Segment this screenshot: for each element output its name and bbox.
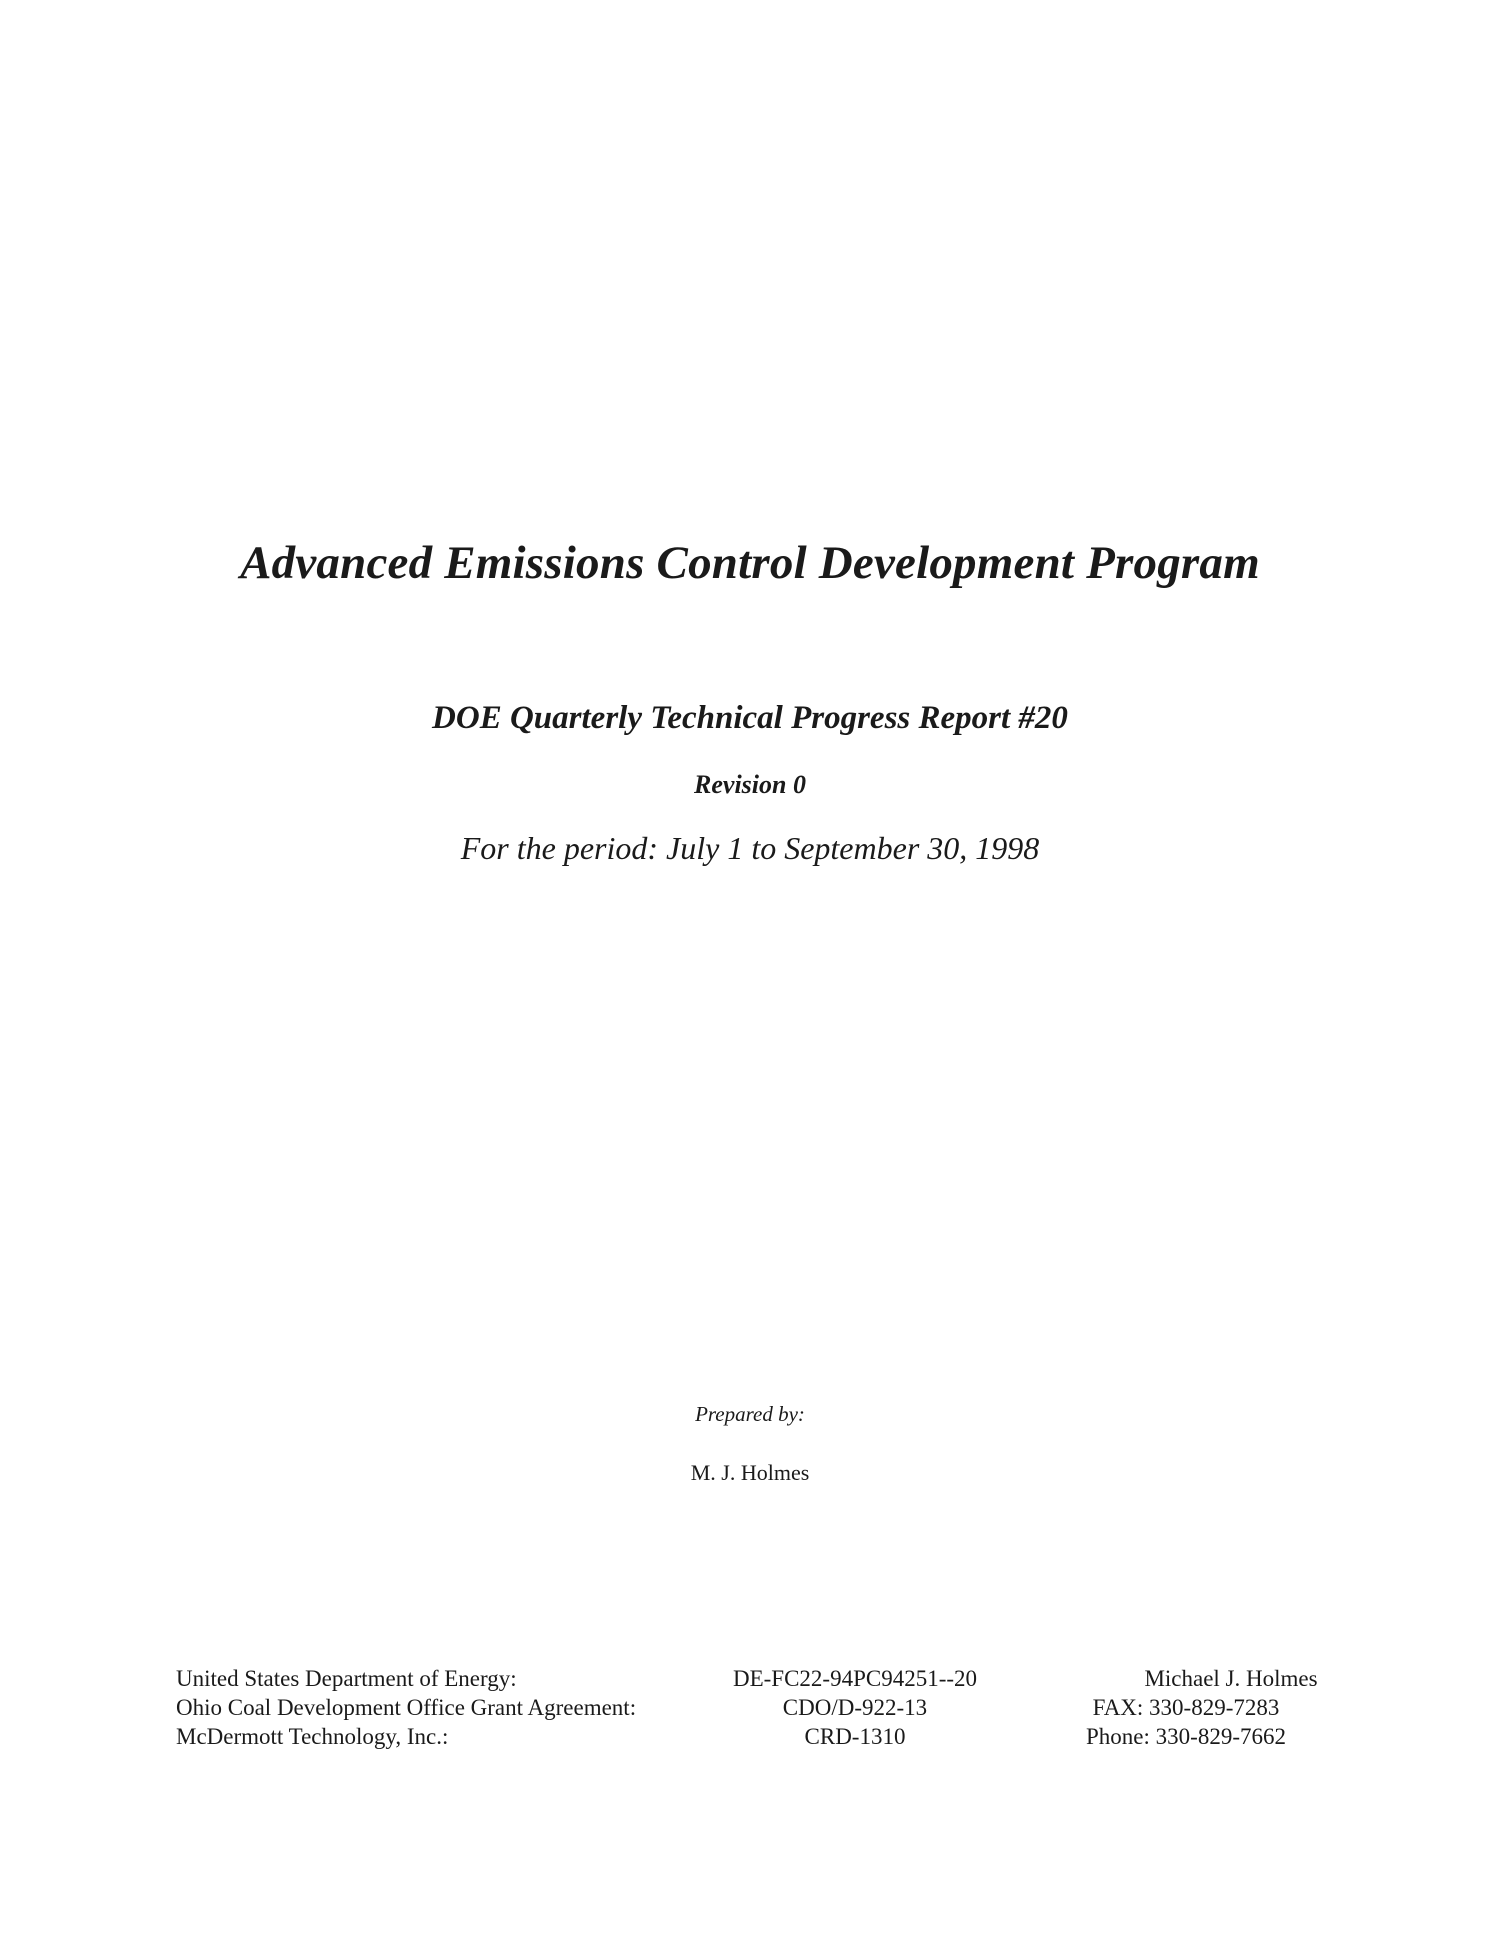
footer-info — [0, 1664, 1500, 1764]
agreement-number: DE-FC22-94PC94251--20 — [732, 1666, 978, 1691]
report-period: For the period: July 1 to September 30, 1998 — [460, 830, 1040, 866]
agreement-number: CDO/D-922-13 — [782, 1695, 928, 1720]
footer-organizations — [176, 1664, 636, 1751]
contact-name: Michael J. Holmes — [1144, 1666, 1318, 1691]
document-title: Advanced Emissions Control Development Program — [240, 537, 1260, 589]
author-name: M. J. Holmes — [690, 1460, 810, 1485]
organization-line: United States Department of Energy: — [176, 1666, 517, 1691]
footer-contact — [1036, 1664, 1336, 1751]
contact-phone: Phone: 330-829-7662 — [1086, 1724, 1286, 1749]
contact-fax: FAX: 330-829-7283 — [1092, 1695, 1280, 1720]
report-subtitle: DOE Quarterly Technical Progress Report #20 — [432, 700, 1068, 736]
revision-label: Revision 0 — [694, 770, 806, 799]
agreement-number: CRD-1310 — [804, 1724, 906, 1749]
organization-line: Ohio Coal Development Office Grant Agreement: — [176, 1695, 637, 1720]
organization-line: McDermott Technology, Inc.: — [176, 1724, 449, 1749]
prepared-by-label: Prepared by: — [695, 1402, 805, 1426]
footer-numbers — [680, 1664, 1030, 1751]
